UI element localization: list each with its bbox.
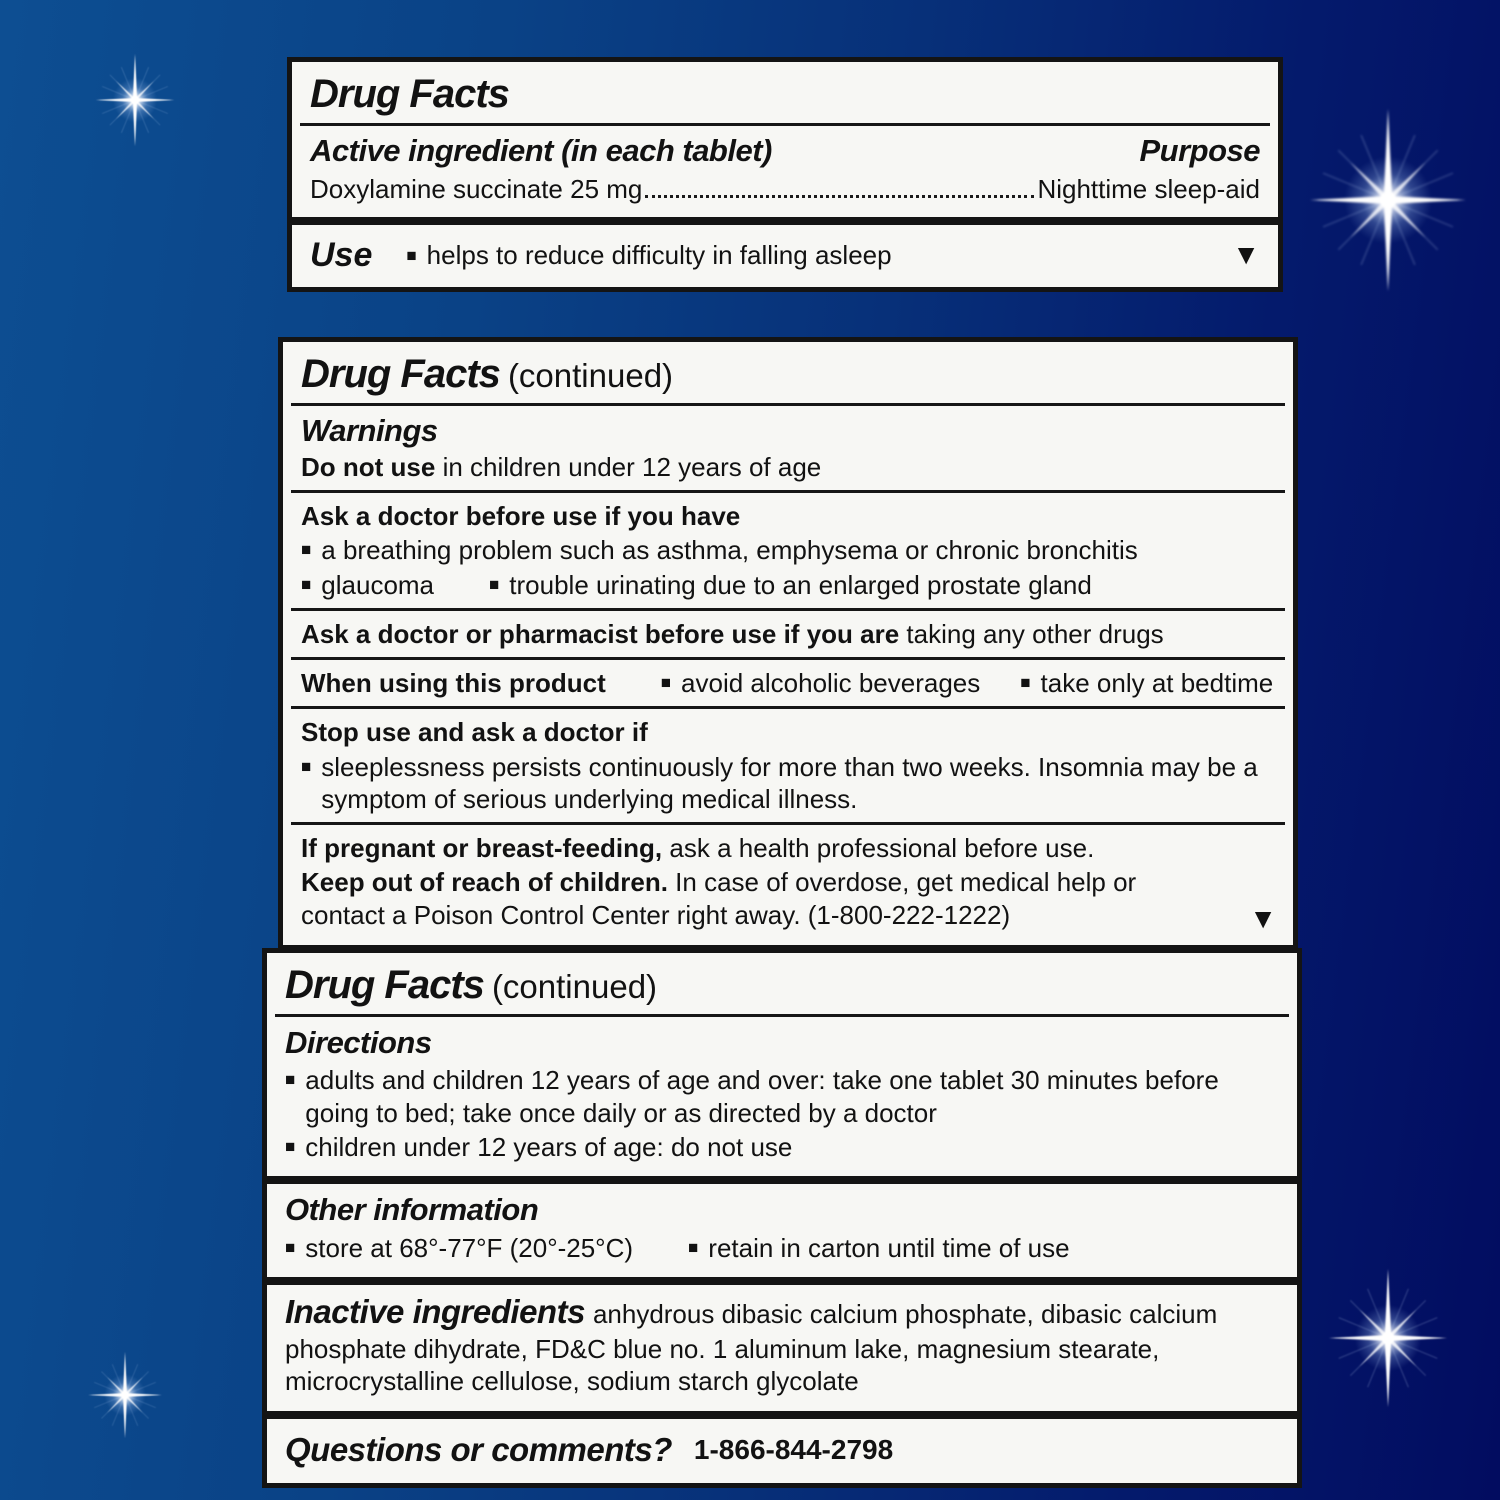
purpose-value: Nighttime sleep-aid xyxy=(1037,174,1260,204)
sparkle-icon xyxy=(80,1350,170,1440)
do-not-use-line: Do not use in children under 12 years of age xyxy=(301,452,822,482)
purpose-heading: Purpose xyxy=(1139,133,1260,168)
sleeplessness-text: sleeplessness persists continuously for more than two weeks. Insomnia may be a symptom of serious underlying medical illness. xyxy=(321,751,1258,814)
thick-divider xyxy=(267,1411,1297,1419)
sparkle-icon xyxy=(1316,1266,1460,1410)
bullet-item xyxy=(285,1131,1279,1169)
thick-divider xyxy=(267,1176,1297,1184)
drug-facts-title: Drug Facts xyxy=(301,352,500,396)
drug-facts-panel-1 xyxy=(287,57,1283,292)
inactive-ingredients-section xyxy=(267,1285,1297,1411)
inactive-ingredients-heading: Inactive ingredients xyxy=(285,1292,585,1330)
drug-facts-title: Drug Facts xyxy=(285,963,484,1007)
avoid-alcohol-text: avoid alcoholic beverages xyxy=(681,668,981,699)
sparkle-icon xyxy=(1293,105,1483,295)
children-directions-text: children under 12 years of age: do not use xyxy=(305,1131,793,1162)
bullet-square-icon: ■ xyxy=(301,756,312,776)
bullet-square-icon: ■ xyxy=(1020,673,1031,693)
questions-section xyxy=(267,1419,1297,1483)
thick-divider xyxy=(292,217,1278,225)
active-ingredient-value-row xyxy=(292,171,1278,217)
bullet-square-icon: ■ xyxy=(285,1070,296,1090)
expand-triangle-icon: ▼ xyxy=(1232,239,1260,271)
dotted-leader xyxy=(645,195,1034,198)
storage-text: store at 68°-77°F (20°-25°C) xyxy=(305,1232,633,1263)
questions-phone-number: 1-866-844-2798 xyxy=(693,1434,894,1466)
use-heading: Use xyxy=(310,236,373,275)
questions-heading: Questions or comments? xyxy=(285,1431,672,1469)
ask-pharmacist-section: Ask a doctor or pharmacist before use if you are taking any other drugs xyxy=(301,618,1164,649)
use-text: helps to reduce difficulty in falling asleep xyxy=(426,240,892,271)
ask-doctor-heading: Ask a doctor before use if you have xyxy=(301,501,741,532)
other-information-heading: Other information xyxy=(285,1192,539,1228)
stop-use-heading: Stop use and ask a doctor if xyxy=(301,717,648,748)
ask-doctor-section xyxy=(283,493,1293,608)
bullet-item xyxy=(285,1232,1279,1270)
breathing-problem-text: a breathing problem such as asthma, emphysema or chronic bronchitis xyxy=(321,535,1138,566)
directions-section xyxy=(267,1017,1297,1176)
when-using-heading: When using this product xyxy=(301,668,606,699)
bullet-item xyxy=(301,569,1275,601)
bullet-square-icon: ■ xyxy=(660,673,672,693)
bullet-item xyxy=(285,1064,1279,1128)
bullet-square-icon: ■ xyxy=(285,1237,296,1257)
bullet-square-icon: ■ xyxy=(489,574,500,594)
use-row xyxy=(292,225,1278,287)
when-using-section xyxy=(283,660,1293,706)
other-information-section xyxy=(267,1184,1297,1277)
ingredient-name: Doxylamine succinate 25 mg xyxy=(310,174,643,204)
adults-directions-text: adults and children 12 years of age and over: take one tablet 30 minutes before going to bed; take once daily or as directed by a doctor xyxy=(305,1065,1219,1128)
sparkle-icon xyxy=(87,52,183,148)
warnings-section xyxy=(283,406,1293,490)
bullet-square-icon: ■ xyxy=(301,540,312,560)
pregnancy-keep-section xyxy=(283,825,1293,945)
bullet-square-icon: ■ xyxy=(688,1237,699,1257)
active-ingredient-heading: Active ingredient (in each tablet) xyxy=(310,133,772,168)
expand-triangle-icon: ▼ xyxy=(1249,902,1277,934)
drug-facts-panel-2 xyxy=(278,337,1298,950)
drug-facts-panel-3 xyxy=(262,948,1302,1488)
panel3-title-row xyxy=(267,953,1297,1014)
directions-heading: Directions xyxy=(285,1025,432,1060)
continued-label: (continued) xyxy=(491,968,658,1005)
active-ingredient-heading-row xyxy=(292,126,1278,171)
thick-divider xyxy=(267,1277,1297,1285)
glaucoma-text: glaucoma xyxy=(321,569,435,600)
bullet-square-icon: ■ xyxy=(285,1136,296,1156)
pregnant-line: If pregnant or breast-feeding, ask a health professional before use. xyxy=(301,833,1095,864)
bullet-square-icon: ■ xyxy=(301,574,312,594)
keep-out-line: Keep out of reach of children. In case of overdose, get medical help or contact a Poison Control Center right away. (1-800-222-1222) xyxy=(301,867,1137,930)
continued-label: (continued) xyxy=(507,357,674,394)
bullet-item xyxy=(301,751,1275,815)
drug-facts-title: Drug Facts xyxy=(310,72,509,116)
stop-use-section xyxy=(283,709,1293,822)
warnings-heading: Warnings xyxy=(301,413,438,448)
panel2-title-row xyxy=(283,342,1293,403)
retain-carton-text: retain in carton until time of use xyxy=(708,1232,1070,1263)
panel1-title-row xyxy=(292,62,1278,123)
bedtime-text: take only at bedtime xyxy=(1040,668,1274,699)
bullet-item xyxy=(301,534,1275,566)
prostate-text: trouble urinating due to an enlarged prostate gland xyxy=(509,569,1092,600)
bullet-square-icon: ■ xyxy=(406,245,417,265)
inactive-ingredients-text: anhydrous dibasic calcium phosphate, dibasic calcium phosphate dihydrate, FD&C blue no. 1 aluminum lake, magnesium stearate, microcrystalline cellulose, sodium starch glycolate xyxy=(285,1298,1218,1396)
